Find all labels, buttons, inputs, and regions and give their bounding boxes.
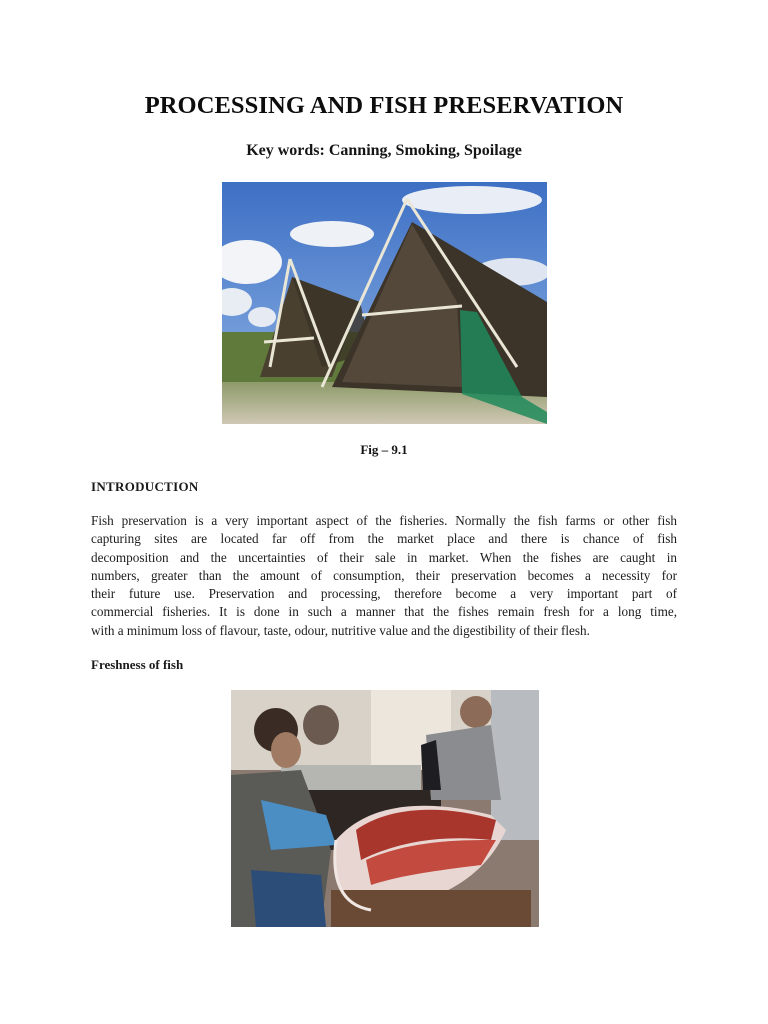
introduction-paragraph — [91, 512, 677, 640]
paragraph-line: with a minimum loss of flavour, taste, odour, nutritive value and the digestibility of their flesh. — [91, 622, 590, 638]
figure-fish-drying-racks — [222, 182, 547, 424]
paragraph-line: commercial fisheries. It is done in such a manner that the fishes remain fresh for a long time, — [91, 604, 677, 620]
section-heading-freshness: Freshness of fish — [91, 657, 184, 672]
figure-caption: Fig – 9.1 — [360, 442, 408, 457]
keywords-line: Key words: Canning, Smoking, Spoilage — [246, 142, 522, 159]
paragraph-line: their future use. Preservation and processing, therefore become a very important part of — [91, 586, 677, 602]
figure-tuna-cutting — [231, 690, 539, 927]
paragraph-line: capturing sites are located far off from the market place and there is chance of fish — [91, 531, 677, 547]
tuna-cutting-image — [231, 690, 539, 927]
paragraph-line: numbers, greater than the amount of consumption, their preservation becomes a necessity for — [91, 567, 677, 583]
paragraph-line: Fish preservation is a very important aspect of the fisheries. Normally the fish farms or other fish — [91, 513, 677, 528]
page-title: PROCESSING AND FISH PRESERVATION — [144, 92, 624, 119]
section-heading-introduction: INTRODUCTION — [91, 479, 199, 494]
paragraph-line: decomposition and the uncertainties of their sale in market. When the fishes are caught in — [91, 549, 677, 565]
fish-drying-racks-image — [222, 182, 547, 424]
